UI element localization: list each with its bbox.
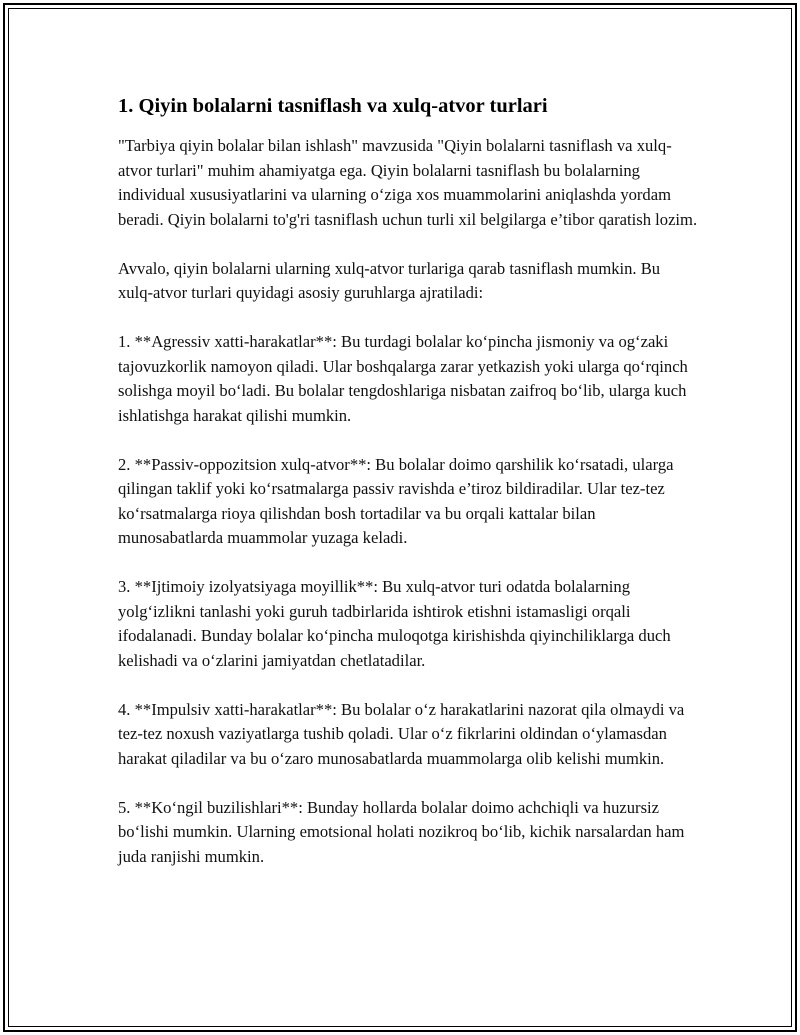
paragraph-item-5: 5. **Ko‘ngil buzilishlari**: Bunday hollarda bolalar doimo achchiqli va huzursiz bo‘lishi mumkin. Ularning emotsional holati nozikroq bo‘lib, kichik narsalardan ham juda ranjishi mumkin. — [118, 797, 685, 866]
paragraph-overview: Avvalo, qiyin bolalarni ularning xulq-atvor turlariga qarab tasniflash mumkin. Bu xulq-atvor turlari quyidagi asosiy guruhlarga ajratiladi: — [118, 258, 661, 302]
paragraph-item-2: 2. **Passiv-oppozitsion xulq-atvor**: Bu bolalar doimo qarshilik ko‘rsatadi, ularga qilingan taklif yoki ko‘rsatmalarga passiv ravishda e’tiroz bildiradilar. Ular tez-tez ko‘rsatmalarga rioya qilishdan bosh tortadilar va bu orqali kattalar bilan munosabatlarda muammolar yuzaga keladi. — [118, 454, 674, 547]
paragraph-item-4: 4. **Impulsiv xatti-harakatlar**: Bu bolalar o‘z harakatlarini nazorat qila olmaydi va tez-tez noxush vaziyatlarga tushib qoladi. Ular o‘z fikrlarini oldindan o‘ylamasdan harakat qiladilar va bu o‘zaro munosabatlarda muammolarga olib kelishi mumkin. — [118, 699, 685, 768]
paragraph-intro: "Tarbiya qiyin bolalar bilan ishlash" mavzusida "Qiyin bolalarni tasniflash va xulq-atvor turlari" muhim ahamiyatga ega. Qiyin bolalarni tasniflash bu bolalarning individual xususiyatlarini va ularning o‘ziga xos muammolarini aniqlashda yordam beradi. Qiyin bolalarni to'g'ri tasniflash uchun turli xil belgilarga e’tibor qaratish lozim. — [118, 136, 698, 229]
document-body — [118, 92, 698, 894]
paragraph-item-3: 3. **Ijtimoiy izolyatsiyaga moyillik**: Bu xulq-atvor turi odatda bolalarning yolg‘izlikni tanlashi yoki guruh tadbirlarida ishtirok etishni istamasligi orqali ifodalanadi. Bunday bolalar ko‘pincha muloqotga kirishishda qiyinchiliklarga duch kelishadi va o‘zlarini jamiyatdan chetlatadilar. — [118, 577, 671, 670]
section-heading: 1. Qiyin bolalarni tasniflash va xulq-atvor turlari — [118, 95, 548, 117]
paragraph-item-1: 1. **Agressiv xatti-harakatlar**: Bu turdagi bolalar ko‘pincha jismoniy va og‘zaki tajovuzkorlik namoyon qiladi. Ular boshqalarga zarar yetkazish yoki ularga qo‘rqinch solishga moyil bo‘ladi. Bu bolalar tengdoshlariga nisbatan zaifroq bo‘lib, ularga kuch ishlatishga harakat qilishi mumkin. — [118, 332, 688, 425]
